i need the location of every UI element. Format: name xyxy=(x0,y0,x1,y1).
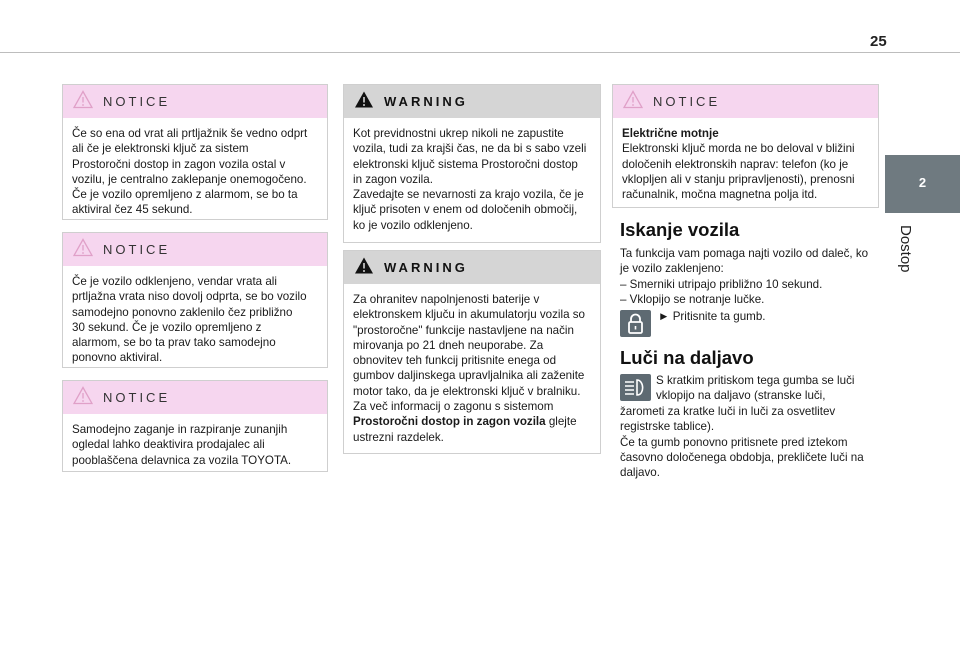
text-line: 30 sekund. Če je vozilo opremljeno z xyxy=(72,320,262,334)
text-line: mirovanja po 21 dneh neuporabe. Za xyxy=(353,338,544,352)
text-line: vozila, tudi za krajši čas, ne da bi s sabo vzeli xyxy=(353,142,587,156)
find-vehicle-text xyxy=(620,246,880,307)
headlight-icon xyxy=(620,374,651,401)
warning-title: WARNING xyxy=(384,94,468,109)
lights-button-icon xyxy=(620,374,651,401)
text-line: ustrezni razdelek. xyxy=(353,430,444,444)
text-line: registrske tablice). xyxy=(620,420,715,434)
warning-header xyxy=(344,251,600,284)
notice-box-3 xyxy=(62,380,328,472)
heading-find-vehicle: Iskanje vozila xyxy=(620,219,740,240)
remote-lights-text xyxy=(620,404,882,480)
text-line: ko je vozilo odklenjeno. xyxy=(353,218,473,232)
text-line: Za več informacij o zagonu s sistemom xyxy=(353,400,554,414)
warning-triangle-icon xyxy=(354,256,374,275)
notice-title: NOTICE xyxy=(103,94,171,109)
text-line: Če ta gumb ponovno pritisnete pred iztekom xyxy=(620,435,848,449)
text-line: vozilu, je centralno zaklepanje onemogočeno. xyxy=(72,172,307,186)
text-line: vklopijo na daljavo (stranske luči, xyxy=(656,389,826,403)
notice-body xyxy=(63,118,327,224)
text-line: računalnik, močna magnetna polja itd. xyxy=(622,188,818,202)
text-span: glejte xyxy=(545,415,577,429)
text-line: "prostoročne" funkcije nastavljene na način xyxy=(353,323,574,337)
warning-box-1 xyxy=(343,84,601,243)
notice-title: NOTICE xyxy=(103,390,171,405)
notice-header xyxy=(63,381,327,414)
notice-header xyxy=(63,85,327,118)
text-line: elektronski ključ sistema Prostoročni dostop xyxy=(353,157,578,171)
text-line: daljavo. xyxy=(620,466,660,480)
text-line: Samodejno zaganje in razpiranje zunanjih xyxy=(72,423,288,436)
remote-lights-text-inline xyxy=(656,373,854,404)
text-line: alarmom, se bo ta prav tako samodejno xyxy=(72,336,276,350)
bold-text: Prostoročni dostop in zagon vozila xyxy=(353,415,546,429)
page-number: 25 xyxy=(870,33,887,50)
bold-heading: Električne motnje xyxy=(622,127,719,140)
chapter-tab[interactable] xyxy=(885,155,960,213)
warning-triangle-icon xyxy=(623,90,643,109)
lock-button-icon xyxy=(620,310,651,337)
text-line: aktiviral čez 45 sekund. xyxy=(72,203,193,217)
text-line: Če je vozilo opremljeno z alarmom, se bo ta xyxy=(72,188,298,202)
text-line: motor tako, da je elektronski ključ v bralniku. xyxy=(353,384,581,398)
chapter-tab-number: 2 xyxy=(918,175,927,190)
text-line: Če so ena od vrat ali prtljažnik še vedno odprt xyxy=(72,127,308,140)
text-line: samodejno ponovno zaklenilo čez približno xyxy=(72,305,293,319)
text-line: Kot previdnostni ukrep nikoli ne zapustite xyxy=(353,127,564,140)
notice-body xyxy=(63,266,327,372)
warning-body xyxy=(344,118,600,239)
warning-triangle-icon xyxy=(73,238,93,257)
text-line: S kratkim pritiskom tega gumba se luči xyxy=(656,374,855,387)
text-line: – Smerniki utripajo približno 10 sekund. xyxy=(620,277,823,291)
text-line: je vozilo zaklenjeno: xyxy=(620,262,724,276)
header-rule xyxy=(0,52,960,53)
text-line: prtljažna vrata niso dovolj odprta, se bo vozilo xyxy=(72,290,307,304)
notice-box-1 xyxy=(62,84,328,220)
text-line: pooblaščena delavnica za vozila TOYOTA. xyxy=(72,453,292,467)
notice-header xyxy=(613,85,878,118)
text-line: ključ prisoten v enem od določenih območij, xyxy=(353,203,578,217)
text-line xyxy=(353,414,592,429)
text-line: Če je vozilo odklenjeno, vendar vrata ali xyxy=(72,275,277,288)
notice-header xyxy=(63,233,327,266)
text-line: časovno določenega obdobja, prekličete luči na xyxy=(620,450,864,464)
text-line: obnovitev teh funkcij pritisnite enega od xyxy=(353,354,557,368)
warning-triangle-icon xyxy=(73,90,93,109)
text-line: ogledal lahko deaktivira prodajalec ali xyxy=(72,438,265,452)
text-line: ponovno aktiviral. xyxy=(72,351,163,365)
text-line: žarometi za kratke luči in luči za osvetlitev xyxy=(620,405,836,418)
text-heading xyxy=(622,126,870,141)
text-line: določenih elektronskih naprav: telefon (ko je xyxy=(622,157,849,171)
notice-body xyxy=(63,414,327,474)
padlock-icon xyxy=(620,310,651,337)
section-title-vertical xyxy=(883,225,923,285)
section-title: Dostop xyxy=(897,225,914,273)
warning-title: WARNING xyxy=(384,260,468,275)
text-line: vklopljen ali v stanju pripravljenosti), prenosni xyxy=(622,172,855,186)
warning-header xyxy=(344,85,600,118)
notice-box-4 xyxy=(612,84,879,208)
text-line: ali če je elektronski ključ za sistem xyxy=(72,142,249,156)
warning-triangle-icon xyxy=(73,386,93,405)
text-line: Prostoročni dostop in zagon vozila ostal v xyxy=(72,157,286,171)
notice-title: NOTICE xyxy=(653,94,721,109)
notice-body xyxy=(613,118,878,208)
text-line: in zagon vozila. xyxy=(353,172,433,186)
warning-box-2 xyxy=(343,250,601,454)
notice-box-2 xyxy=(62,232,328,368)
warning-body xyxy=(344,284,600,451)
text-line: elektronskem ključu in akumulatorju vozila so xyxy=(353,308,585,322)
text-line: Za ohranitev napolnjenosti baterije v xyxy=(353,293,540,306)
text-line: Zavedajte se nevarnosti za krajo vozila, če je xyxy=(353,188,584,202)
warning-triangle-icon xyxy=(354,90,374,109)
text-line: gumbov daljinskega upravljalnika ali zaženite xyxy=(353,369,585,383)
text-line: – Vklopijo se notranje lučke. xyxy=(620,292,765,306)
text-line: Elektronski ključ morda ne bo deloval v bližini xyxy=(622,142,855,156)
text-line: Ta funkcija vam pomaga najti vozilo od daleč, ko xyxy=(620,247,869,260)
press-button-instruction: ► Pritisnite ta gumb. xyxy=(658,310,766,323)
notice-title: NOTICE xyxy=(103,242,171,257)
heading-remote-lights: Luči na daljavo xyxy=(620,347,754,368)
